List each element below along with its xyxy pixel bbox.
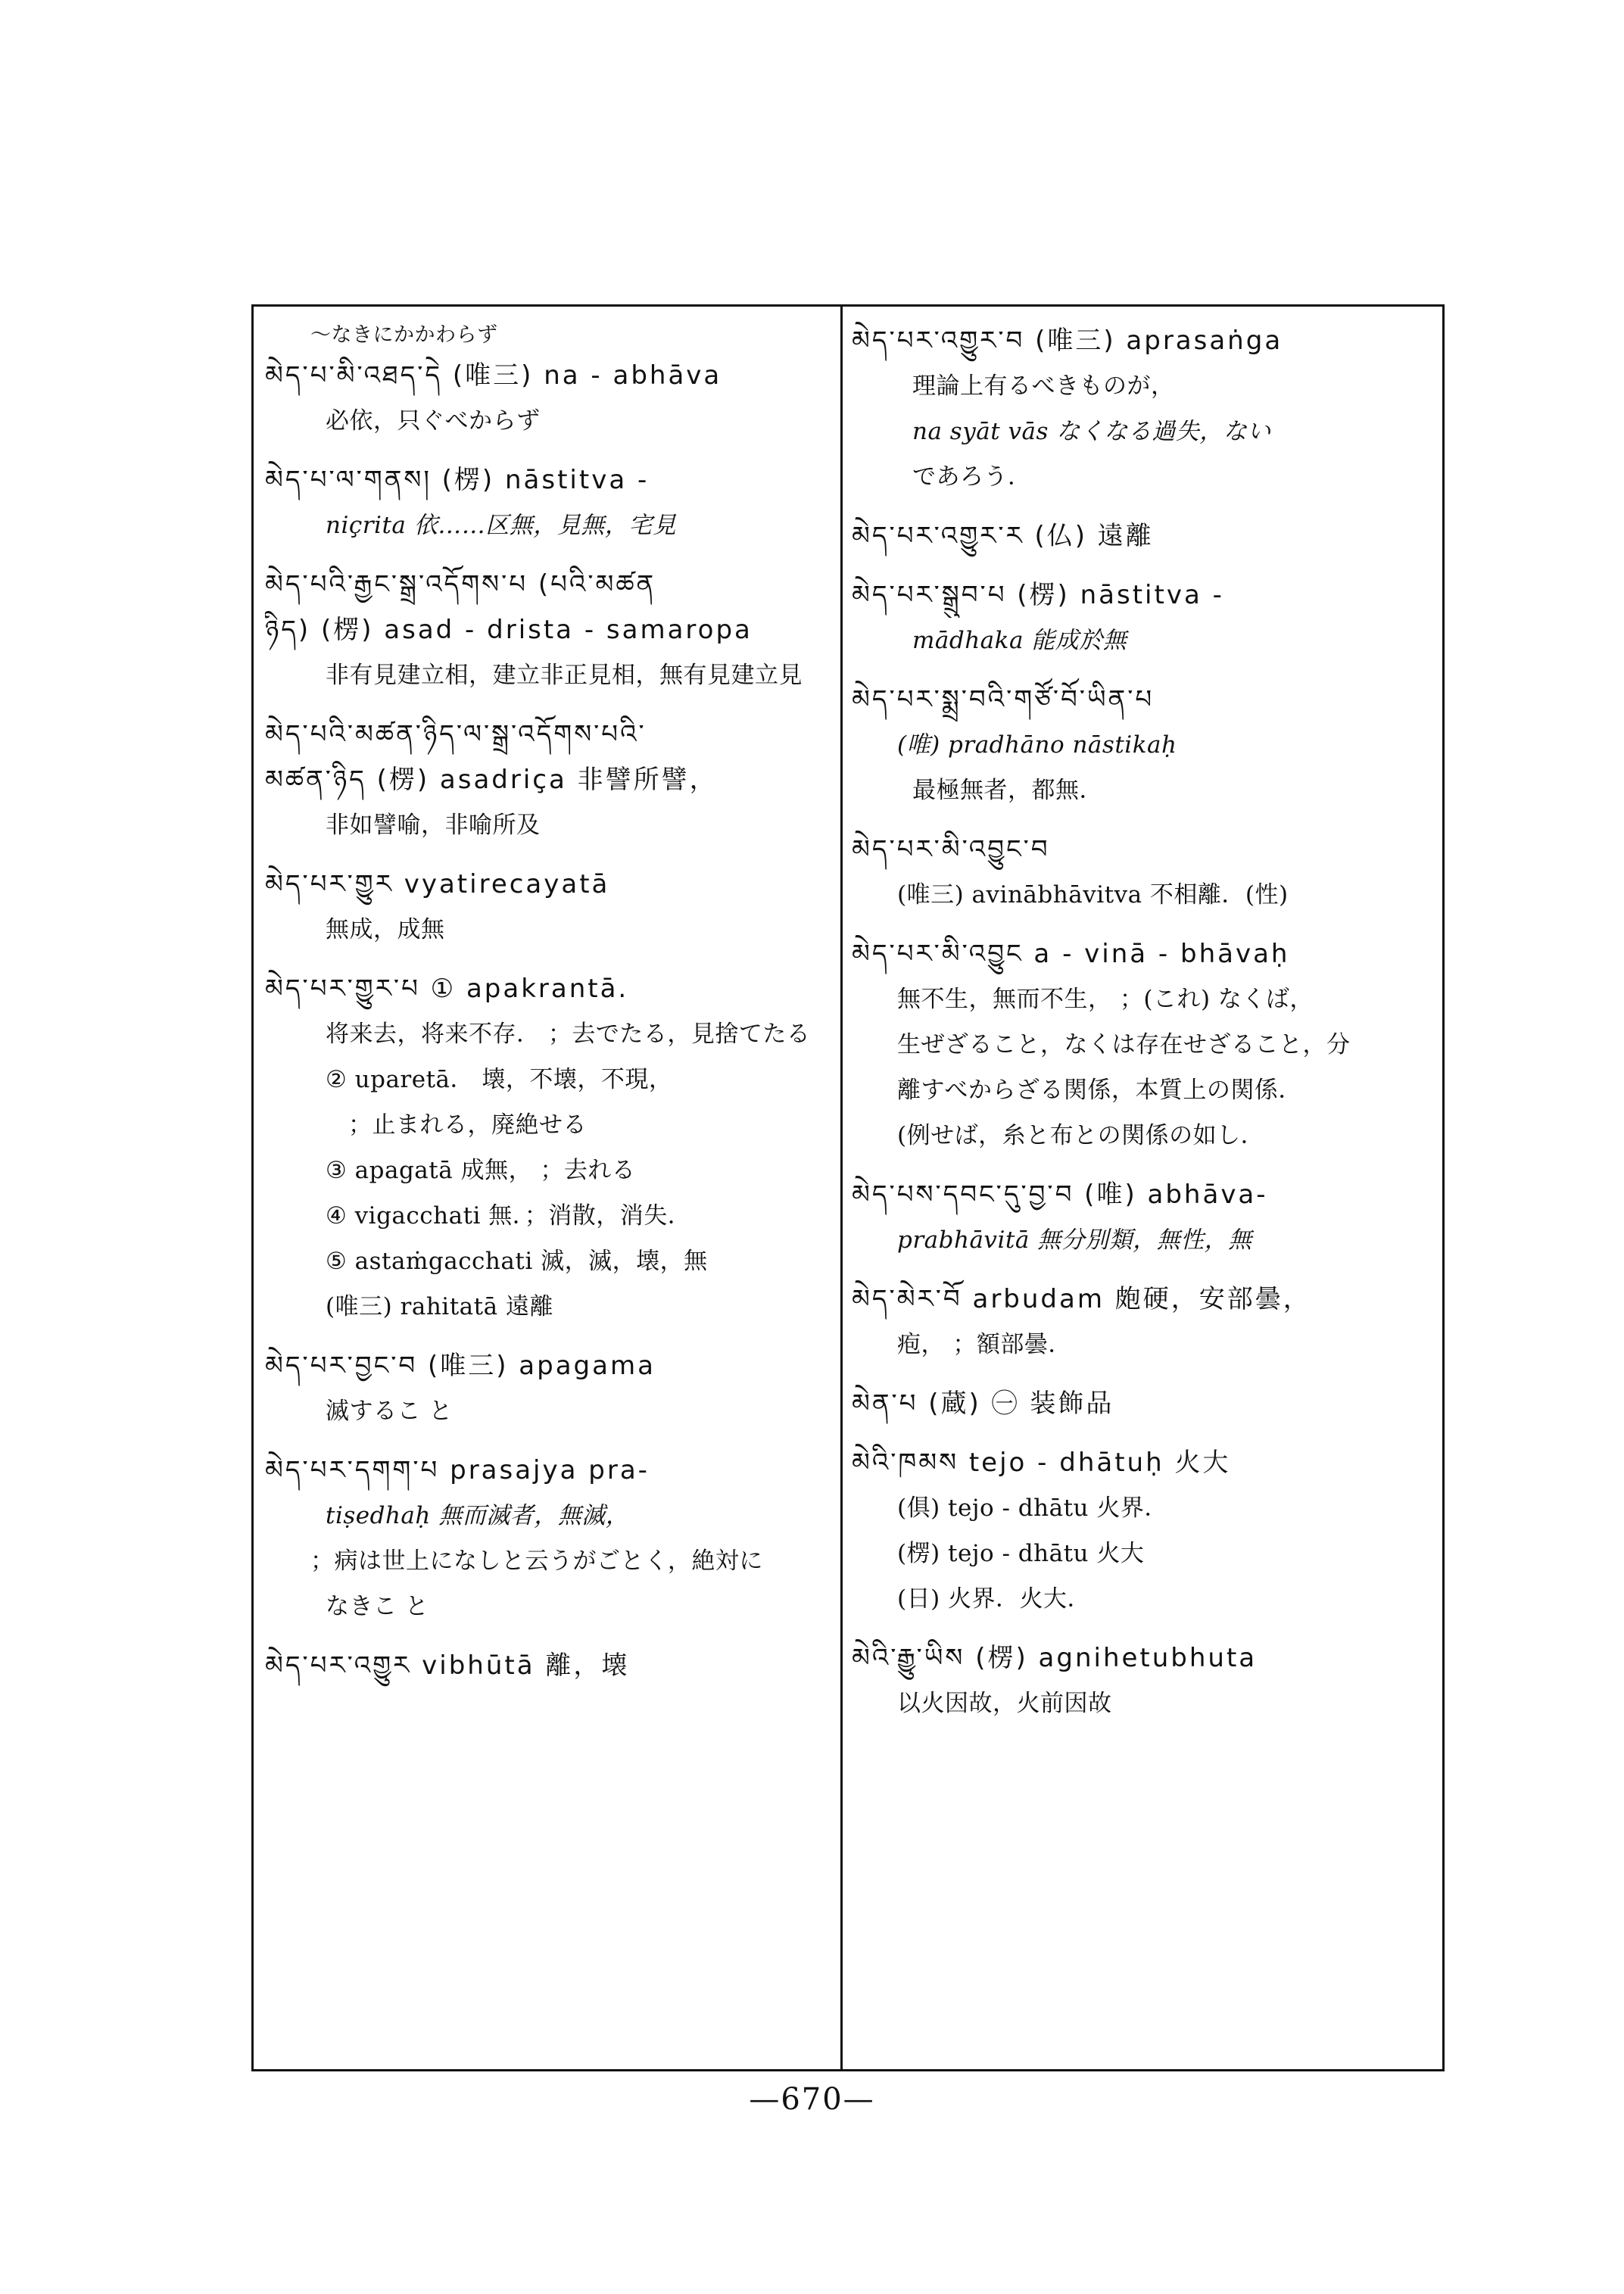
entry-gloss-line: ཉིད) (楞) asad - drista - samaropa xyxy=(265,615,753,645)
dictionary-entry xyxy=(852,1276,1435,1367)
entry-gloss-line: (楞) tejo - dhātu 火大 xyxy=(897,1540,1145,1567)
entry-headword: མེའི་རྒྱུ་ཡིས (楞) agnihetubhuta xyxy=(852,1643,1258,1673)
entry-headword: མེད་པ་ལ་གནས། (楞) nāstitva - xyxy=(265,465,650,495)
entry-headword: མེན་པ (蔵) ㊀ 装飾品 xyxy=(852,1389,1114,1419)
dictionary-entry xyxy=(852,1381,1435,1426)
entry-gloss-line: 将来去，将来不存． ；去でたる，見捨てたる xyxy=(326,1021,811,1048)
entry-gloss-line: 必依，只ぐべからず xyxy=(326,407,541,435)
entry-gloss-line: ② uparetā． 壊，不壊，不現， xyxy=(326,1066,673,1093)
dictionary-entry xyxy=(265,562,831,698)
entry-gloss-line: (俱) tejo - dhātu 火界． xyxy=(897,1495,1168,1522)
entry-gloss-line: (唯三) avinābhāvitva 不相離．(性) xyxy=(897,881,1289,909)
dictionary-entry xyxy=(265,966,831,1329)
entry-headword: མེད་པའི་རྒྱང་སྒྲ་འདོགས་པ (པའི་མཚན xyxy=(265,569,656,600)
dictionary-entry xyxy=(852,1635,1435,1726)
entry-headword: མེད་མེར་བོ arbudam 皰硬，安部曇， xyxy=(852,1284,1311,1314)
left-column xyxy=(265,318,831,2059)
entry-gloss-line: ⑤ astaṁgacchati 滅，滅，壊，無 xyxy=(326,1248,708,1275)
dictionary-entry xyxy=(852,572,1435,663)
entry-gloss-line: (例せば，糸と布との関係の如し． xyxy=(897,1122,1265,1149)
dictionary-entry xyxy=(265,318,831,444)
entry-headword: མེད་པར་འགྱུར vibhūtā 離，壊 xyxy=(265,1650,630,1681)
dictionary-entry xyxy=(265,712,831,848)
entry-gloss-line: ；病は世上になしと云うがごとく，絶対に xyxy=(310,1548,763,1575)
entry-gloss-line: 滅するこ と xyxy=(326,1398,453,1425)
entry-gloss-line: (唯三) rahitatā 遠離 xyxy=(326,1293,553,1320)
page-number: —670— xyxy=(749,2082,875,2117)
entry-headword: མེད་པར་མི་འབྱུང a - vinā - bhāvaḥ xyxy=(852,939,1290,969)
entry-gloss-line: 非如譬喻，非喻所及 xyxy=(326,812,541,839)
dictionary-entry xyxy=(265,862,831,952)
dictionary-entry xyxy=(852,318,1435,500)
entry-gloss-line: མཚན་ཉིད (楞) asadriça 非譬所譬， xyxy=(265,765,718,795)
entry-gloss-line: 離すべからざる関係，本質上の関係． xyxy=(897,1077,1302,1104)
dictionary-entry xyxy=(852,1440,1435,1622)
dictionary-entry xyxy=(852,1172,1435,1263)
entry-gloss-line: 生ぜざること，なくは存在せざること，分 xyxy=(897,1031,1351,1058)
dictionary-entry xyxy=(852,513,1435,559)
entry-gloss-line: མེད་པ་མི་འཐད་དེ (唯三) na - abhāva xyxy=(265,360,722,391)
dictionary-entry xyxy=(265,457,831,548)
column-divider xyxy=(840,306,843,2070)
entry-headword: མེད་པར་གྱུར vyatirecayatā xyxy=(265,869,610,899)
entry-headword: 〜なきにかかわらず xyxy=(310,323,498,347)
entry-gloss-line: tiṣedhaḥ 無而滅者，無滅， xyxy=(326,1502,630,1529)
entry-gloss-line: mādhaka 能成於無 xyxy=(912,627,1127,654)
dictionary-entry xyxy=(265,1448,831,1629)
entry-headword: མེད་པར་སྨྲ་བའི་གཙོ་བོ་ཡིན་པ xyxy=(852,684,1155,715)
entry-gloss-line: 以火因故，火前因故 xyxy=(897,1690,1112,1717)
entry-gloss-line: であろう． xyxy=(912,463,1032,491)
entry-gloss-line: ；止まれる，廃絶せる xyxy=(348,1111,587,1139)
entry-gloss-line: 非有見建立相，建立非正見相，無有見建立見 xyxy=(326,662,803,689)
entry-headword: མེད་པར་སྒྲུབ་པ (楞) nāstitva - xyxy=(852,580,1224,610)
entry-gloss-line: ④ vigacchati 無．；消散，消失． xyxy=(326,1202,692,1230)
entry-gloss-line: 疱， ；額部曇． xyxy=(897,1331,1072,1358)
entry-headword: མེའི་ཁམས tejo - dhātuḥ 火大 xyxy=(852,1448,1231,1478)
dictionary-entry xyxy=(852,677,1435,813)
dictionary-entry xyxy=(265,1343,831,1434)
entry-headword: མེད་པར་འགྱུར་བ (唯三) aprasaṅga xyxy=(852,326,1283,356)
entry-headword: མེད་པས་དབང་དུ་བྱ་བ (唯) abhāva- xyxy=(852,1180,1268,1210)
entry-gloss-line: ③ apagatā 成無， ；去れる xyxy=(326,1157,636,1184)
entry-headword: མེད་པར་བྱང་བ (唯三) apagama xyxy=(265,1351,656,1381)
entry-gloss-line: 無不生，無而不生， ；(これ) なくば， xyxy=(897,986,1314,1013)
entry-gloss-line: なきこ と xyxy=(326,1593,429,1620)
entry-headword: མེད་པར་འགྱུར་ར (仏) 遠離 xyxy=(852,521,1154,551)
entry-gloss-line: na syāt vās なくなる過失，ない xyxy=(912,418,1271,445)
entry-gloss-line: (唯) pradhāno nāstikaḥ xyxy=(897,731,1177,759)
entry-gloss-line: 最極無者，都無． xyxy=(912,777,1103,804)
entry-gloss-line: niçrita 依……区無，見無，宅見 xyxy=(326,512,677,539)
entry-gloss-line: (日) 火界．火大． xyxy=(897,1585,1092,1613)
entry-gloss-line: 理論上有るべきものが， xyxy=(912,372,1175,400)
right-column xyxy=(852,318,1435,2059)
entry-headword: མེད་པར་གྱུར་པ ① apakrantā. xyxy=(265,974,629,1004)
entry-headword: མེད་པར་མི་འབྱུང་བ xyxy=(852,834,1050,865)
entry-headword: མེད་པར་དགག་པ prasajya pra- xyxy=(265,1455,650,1485)
entry-headword: མེད་པའི་མཚན་ཉིད་ལ་སྒྲ་འདོགས་པའི་ xyxy=(265,719,647,750)
dictionary-entry xyxy=(852,827,1435,918)
entry-gloss-line: prabhāvitā 無分別類，無性，無 xyxy=(897,1226,1252,1254)
dictionary-entry xyxy=(852,931,1435,1158)
entry-gloss-line: 無成，成無 xyxy=(326,916,445,943)
dictionary-entry xyxy=(265,1643,831,1688)
